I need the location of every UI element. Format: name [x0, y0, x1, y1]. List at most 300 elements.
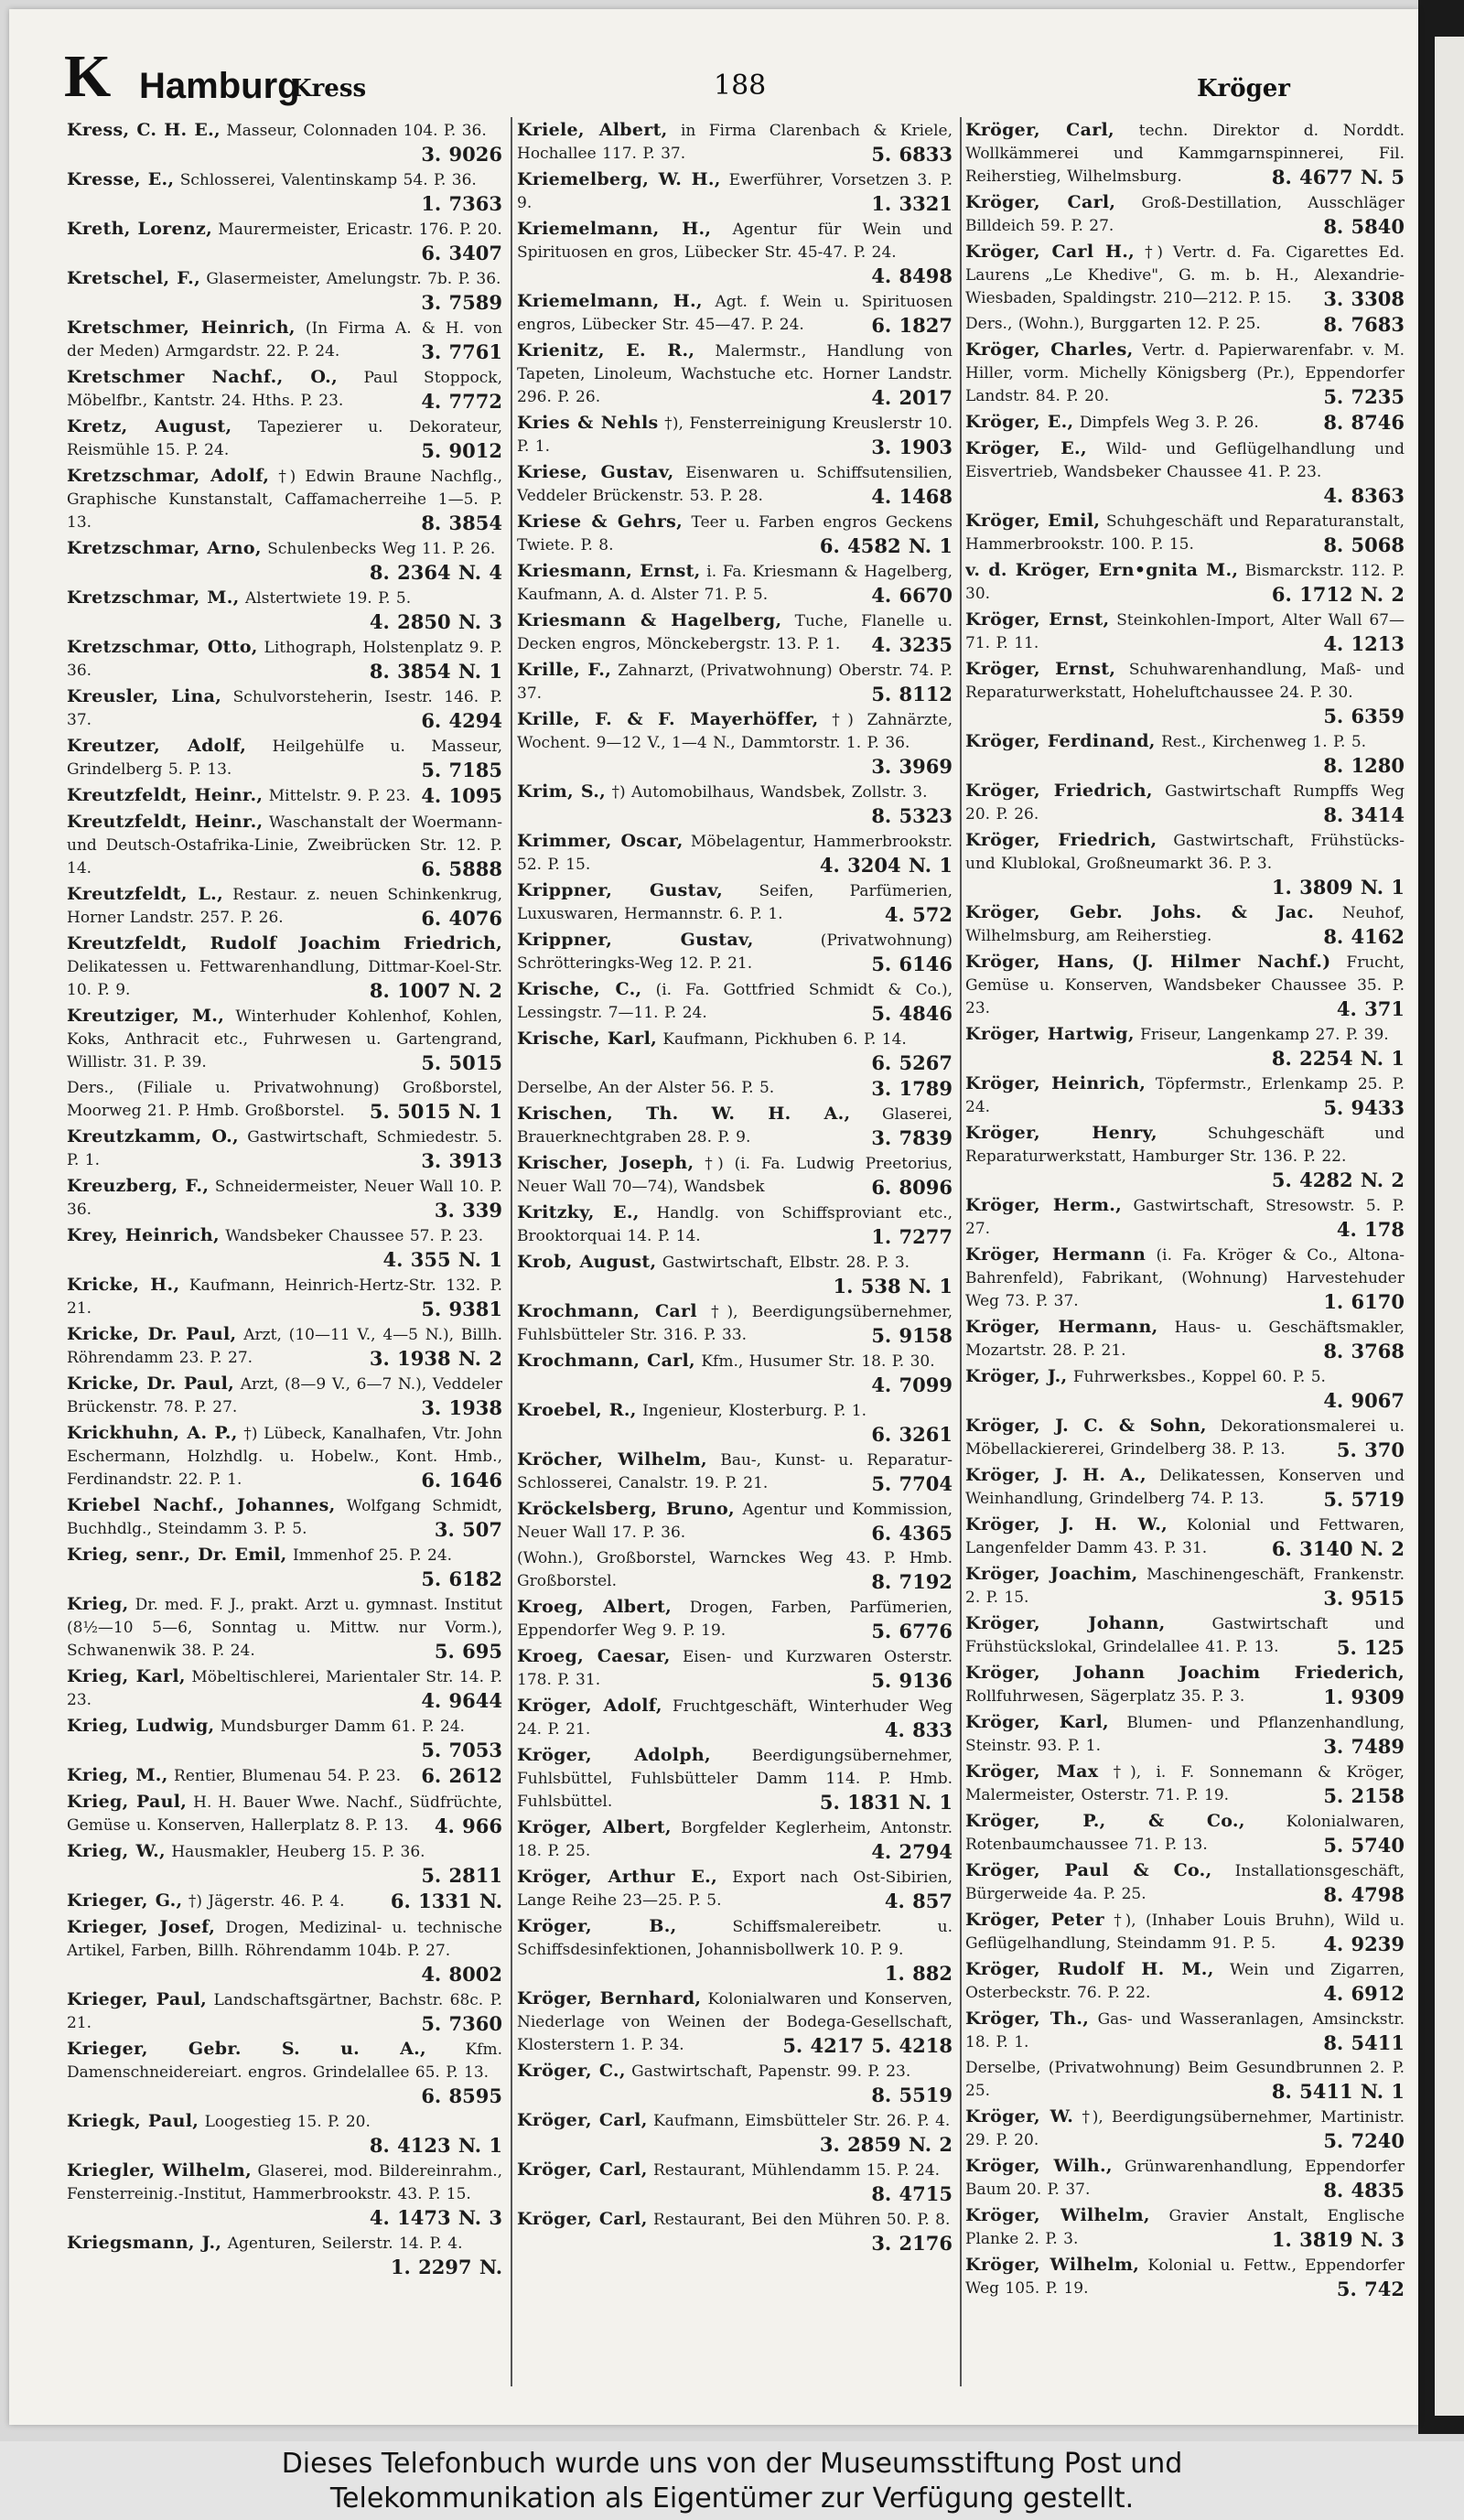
directory-entry — [965, 1612, 1405, 1659]
entry-details: Gastwirtschaft, Schmiedestr. 5. P. 1. — [67, 1128, 502, 1169]
entry-phone-number: 5. 695 — [434, 1640, 502, 1663]
directory-entry — [517, 978, 953, 1025]
entry-name: Kröger, W. — [965, 2106, 1074, 2127]
entry-phone-number: 4. 7099 — [871, 1373, 953, 1396]
entry-details: Installationsgeschäft, Bürgerweide 4a. P. 25. — [965, 1862, 1405, 1903]
entry-name: Krieger, Paul, — [67, 1989, 208, 2009]
entry-phone-number: 8. 2254 N. 1 — [1271, 1047, 1405, 1070]
entry-details: i. Fa. Kriesmann & Hagelberg, Kaufmann, A. d. Alster 71. P. 5. — [517, 563, 953, 604]
entry-name: Kröger, Carl, — [965, 192, 1116, 212]
entry-name: Krochmann, Carl, — [517, 1351, 695, 1371]
directory-entry — [67, 1890, 502, 1913]
directory-entry — [67, 1323, 502, 1370]
directory-entry — [517, 659, 953, 705]
entry-details: †) Edwin Braune Nachflg., Graphische Kunstanstalt, Caffamacherreihe 1—5. P. 13. — [67, 468, 502, 532]
entry-phone-number: 4. 355 N. 1 — [382, 1248, 502, 1271]
entry-phone-number: 5. 4282 N. 2 — [1271, 1168, 1405, 1191]
directory-entry — [517, 1028, 953, 1074]
entry-details: (Wohn.), Großborstel, Warnckes Weg 43. P. Hmb. Großborstel. — [517, 1549, 953, 1590]
entry-details: Wild- und Geflügelhandlung und Eisvertrieb, Wandsbeker Chaussee 41. P. 23. — [965, 440, 1405, 481]
entry-phone-number: 5. 7053 — [421, 1739, 502, 1761]
directory-entry — [67, 685, 502, 732]
entry-details: Masseur, Colonnaden 104. P. 36. — [226, 122, 487, 140]
entry-details: Eisen- und Kurzwaren Osterstr. 178. P. 31. — [517, 1648, 953, 1689]
directory-entry — [517, 1596, 953, 1642]
entry-details: Hausmakler, Heuberg 15. P. 36. — [171, 1843, 425, 1861]
entry-phone-number: 6. 3140 N. 2 — [1271, 1537, 1405, 1560]
directory-entry — [965, 2057, 1405, 2103]
entry-details: (i. Fa. Gottfried Schmidt & Co.), Lessingstr. 7—11. P. 24. — [517, 981, 953, 1022]
entry-name: Kretzschmar, M., — [67, 587, 240, 608]
directory-entry — [517, 1816, 953, 1863]
directory-entry — [517, 560, 953, 607]
entry-name: Kröger, Max — [965, 1761, 1099, 1782]
entry-details: †) Lübeck, Kanalhafen, Vtr. John Eschermann, Holzhdlg. u. Hobelw., Kont. Hmb., Ferdinandstr. 22. P. 1. — [67, 1425, 502, 1489]
entry-name: Kröger, E., — [965, 412, 1074, 432]
entry-phone-number: 3. 507 — [434, 1518, 502, 1541]
directory-entry — [67, 119, 502, 166]
entry-name: Kröckelsberg, Bruno, — [517, 1499, 735, 1519]
entry-phone-number: 8. 5411 — [1323, 2031, 1405, 2054]
entry-details: Kolonialwaren und Konserven, Niederlage von Weinen der Bodega-Gesellschaft, Klosterstern 1. P. 34. — [517, 1990, 953, 2054]
entry-name: Kriemelmann, H., — [517, 219, 712, 239]
entry-details: Gas- und Wasseranlagen, Amsinckstr. 18. P. 1. — [965, 2010, 1405, 2052]
entry-phone-number: 4. 9644 — [421, 1689, 502, 1712]
entry-phone-number: 4. 6670 — [871, 584, 953, 607]
entry-name: Kresse, E., — [67, 169, 175, 189]
entry-phone-number: 4. 857 — [884, 1890, 953, 1912]
entry-phone-number: 4. 3235 — [871, 633, 953, 656]
directory-entry — [67, 415, 502, 462]
entry-details: Gastwirtschaft, Papenstr. 99. P. 23. — [631, 2062, 911, 2081]
entry-details: Möbelagentur, Hammerbrookstr. 52. P. 15. — [517, 833, 953, 874]
directory-entry — [67, 932, 502, 1002]
entry-name: Kröger, Paul & Co., — [965, 1860, 1212, 1880]
directory-entry — [67, 1916, 502, 1986]
directory-entry — [517, 1201, 953, 1248]
directory-entry — [67, 2038, 502, 2107]
entry-details: Glaserei, Brauerknechtgraben 28. P. 9. — [517, 1105, 953, 1147]
directory-entry — [517, 1645, 953, 1692]
entry-details: Fuhrwerksbes., Koppel 60. P. 5. — [1072, 1368, 1326, 1386]
entry-details: †) Jägerstr. 46. P. 4. — [188, 1892, 345, 1911]
entry-details: Eisenwaren u. Schiffsutensilien, Veddeler Brückenstr. 53. P. 28. — [517, 464, 953, 505]
directory-entry — [517, 1987, 953, 2057]
entry-phone-number: 4. 8002 — [421, 1963, 502, 1986]
directory-entry — [965, 2105, 1405, 2152]
entry-name: Kröger, B., — [517, 1916, 677, 1936]
directory-entry — [67, 465, 502, 534]
directory-entry — [517, 1350, 953, 1396]
entry-name: Kröger, Carl H., — [965, 242, 1136, 262]
directory-entry — [965, 1761, 1405, 1807]
entry-details: Schneidermeister, Neuer Wall 10. P. 36. — [67, 1178, 502, 1219]
entry-name: Kreutzer, Adolf, — [67, 736, 247, 756]
entry-details: Wein und Zigarren, Osterbeckstr. 76. P. 22. — [965, 1961, 1405, 2002]
entry-phone-number: 8. 5411 N. 1 — [1271, 2080, 1405, 2103]
entry-name: Kröger, Heinrich, — [965, 1073, 1146, 1093]
entry-phone-number: 5. 8112 — [871, 683, 953, 705]
directory-entry — [965, 1810, 1405, 1857]
entry-phone-number: 5. 5015 — [421, 1051, 502, 1074]
directory-entry — [67, 218, 502, 264]
entry-name: Kröger, Gebr. Johs. & Jac. — [965, 902, 1315, 922]
entry-name: Krey, Heinrich, — [67, 1225, 220, 1245]
directory-entry — [517, 461, 953, 508]
entry-name: Krippner, Gustav, — [517, 880, 724, 900]
entry-phone-number: 6. 1331 N. — [390, 1890, 502, 1912]
entry-name: Kröger, C., — [517, 2061, 626, 2081]
entry-details: Teer u. Farben engros Geckens Twiete. P. 8. — [517, 513, 953, 555]
entry-details: Schuhgeschäft und Reparaturwerkstatt, Hamburger Str. 136. P. 22. — [965, 1125, 1405, 1166]
entry-phone-number: 3. 3308 — [1323, 287, 1405, 310]
entry-name: Kröger, Adolf, — [517, 1696, 662, 1716]
entry-name: Kriesmann & Hagelberg, — [517, 610, 782, 630]
entry-name: Kröger, Friedrich, — [965, 830, 1157, 850]
entry-details: Arzt, (10—11 V., 4—5 N.), Billh. Röhrendamm 23. P. 27. — [67, 1326, 502, 1367]
entry-details: Gastwirtschaft, Frühstücks- und Klublokal, Großneumarkt 36. P. 3. — [965, 832, 1405, 873]
entry-details: Waschanstalt der Woermann- und Deutsch-Ostafrika-Linie, Zweibrücken Str. 12. P. 14. — [67, 813, 502, 878]
entry-phone-number: 5. 6776 — [871, 1620, 953, 1642]
directory-entry — [517, 2060, 953, 2106]
entry-phone-number: 1. 3321 — [871, 192, 953, 215]
entry-phone-number: 5. 2811 — [421, 1864, 502, 1887]
entry-name: Kröger, Emil, — [965, 511, 1101, 531]
entry-phone-number: 8. 4123 N. 1 — [369, 2134, 502, 2157]
entry-details: H. H. Bauer Wwe. Nachf., Südfrüchte, Gemüse u. Konserven, Hallerplatz 8. P. 13. — [67, 1793, 502, 1835]
entry-name: Krieger, Gebr. S. u. A., — [67, 2039, 426, 2059]
directory-entry — [965, 2008, 1405, 2054]
entry-phone-number: 5. 370 — [1336, 1438, 1405, 1461]
entry-phone-number: 1. 538 N. 1 — [833, 1275, 953, 1298]
entry-phone-number: 8. 4798 — [1323, 1883, 1405, 1906]
entry-name: Kress, C. H. E., — [67, 120, 221, 140]
entry-phone-number: 8. 1280 — [1323, 754, 1405, 777]
entry-name: Kreth, Lorenz, — [67, 219, 212, 239]
entry-details: Alstertwiete 19. P. 5. — [245, 589, 412, 608]
entry-details: Gastwirtschaft Rumpffs Weg 20. P. 26. — [965, 782, 1405, 824]
entry-details: Bismarckstr. 112. P. 30. — [965, 562, 1405, 603]
entry-phone-number: 6. 2612 — [421, 1764, 502, 1787]
entry-details: Glasermeister, Amelungstr. 7b. P. 36. — [206, 270, 501, 288]
directory-entry — [965, 1415, 1405, 1461]
entry-name: Kröger, Ernst, — [965, 659, 1116, 679]
directory-entry — [517, 1251, 953, 1298]
entry-name: Kreutziger, M., — [67, 1006, 225, 1026]
directory-entry — [965, 780, 1405, 826]
entry-phone-number: 3. 7761 — [421, 340, 502, 363]
listing-column-1 — [67, 119, 502, 2407]
city-title: Hamburg — [139, 66, 300, 106]
entry-phone-number: 8. 3414 — [1323, 803, 1405, 826]
directory-entry — [517, 781, 953, 827]
entry-phone-number: 1. 6170 — [1323, 1290, 1405, 1313]
entry-name: Kröger, Henry, — [965, 1123, 1157, 1143]
entry-details: Kaufmann, Eimsbütteler Str. 26. P. 4. — [653, 2112, 951, 2130]
entry-phone-number: 8. 2364 N. 4 — [369, 561, 502, 584]
entry-phone-number: 4. 2794 — [871, 1840, 953, 1863]
entry-phone-number: 3. 1903 — [871, 436, 953, 458]
archive-notice-line-2: Telekommunikation als Eigentümer zur Verfügung gestellt. — [329, 2482, 1135, 2515]
entry-name: Kröger, Wilhelm, — [965, 2255, 1140, 2275]
entry-phone-number: 5. 7235 — [1323, 385, 1405, 408]
entry-phone-number: 3. 7839 — [871, 1126, 953, 1149]
entry-name: Kretzschmar, Adolf, — [67, 466, 270, 486]
entry-name: Kriese & Gehrs, — [517, 512, 684, 532]
entry-name: Krickhuhn, A. P., — [67, 1423, 238, 1443]
entry-details: †), Beerdigungsübernehmer, Fuhlsbütteler Str. 316. P. 33. — [517, 1303, 953, 1344]
entry-name: Kroeg, Caesar, — [517, 1646, 671, 1666]
entry-details: Loogestieg 15. P. 20. — [204, 2113, 371, 2131]
entry-name: Kritzky, E., — [517, 1202, 640, 1222]
entry-details: Delikatessen, Konserven und Weinhandlung, Grindelberg 74. P. 13. — [965, 1467, 1405, 1508]
entry-details: Gastwirtschaft, Stresowstr. 5. P. 27. — [965, 1197, 1405, 1238]
entry-details: Landschaftsgärtner, Bachstr. 68c. P. 21. — [67, 1991, 502, 2032]
directory-entry — [965, 1316, 1405, 1362]
entry-name: Kretschmer Nachf., O., — [67, 367, 338, 387]
entry-phone-number: 4. 9067 — [1323, 1389, 1405, 1412]
archive-notice-line-1: Dieses Telefonbuch wurde uns von der Museumsstiftung Post und — [281, 2448, 1183, 2480]
entry-details: Rentier, Blumenau 54. P. 23. — [174, 1767, 401, 1785]
page-header — [64, 43, 1327, 110]
entry-phone-number: 5. 4217 5. 4218 — [782, 2034, 953, 2057]
entry-name: Kreusler, Lina, — [67, 686, 222, 706]
directory-entry — [965, 1365, 1405, 1412]
entry-phone-number: 4. 8498 — [871, 264, 953, 287]
entry-details: Kaufmann, Heinrich-Hertz-Str. 132. P. 21. — [67, 1276, 502, 1318]
entry-name: Kretzschmar, Arno, — [67, 538, 262, 558]
entry-name: Krochmann, Carl — [517, 1301, 697, 1321]
entry-phone-number: 6. 1712 N. 2 — [1271, 583, 1405, 606]
entry-phone-number: 3. 339 — [434, 1199, 502, 1222]
entry-details: Winterhuder Kohlenhof, Kohlen, Koks, Anthracit etc., Fuhrwesen u. Gartengrand, Willistr. 31. P. 39. — [67, 1007, 502, 1072]
directory-entry — [517, 1498, 953, 1545]
entry-phone-number: 5. 7704 — [871, 1472, 953, 1495]
entry-name: Kröger, Herm., — [965, 1195, 1123, 1215]
entry-phone-number: 4. 1213 — [1323, 632, 1405, 655]
directory-entry — [965, 951, 1405, 1020]
entry-name: Kriese, Gustav, — [517, 462, 674, 482]
directory-entry — [517, 511, 953, 557]
entry-details: Tuche, Flanelle u. Decken engros, Mönckebergstr. 13. P. 1. — [517, 612, 953, 653]
directory-entry — [517, 119, 953, 166]
entry-phone-number: 5. 6833 — [871, 143, 953, 166]
directory-entry — [67, 1764, 502, 1788]
directory-entry — [67, 1373, 502, 1419]
entry-name: Kröger, Charles, — [965, 339, 1134, 360]
entry-details: Vertr. d. Papierwarenfabr. v. M. Hiller, vorm. Michelly Königsberg (Pr.), Eppendorfer Landstr. 84. P. 20. — [965, 341, 1405, 405]
entry-phone-number: 5. 7185 — [421, 759, 502, 781]
entry-details: Rest., Kirchenweg 1. P. 5. — [1161, 733, 1367, 751]
entry-phone-number: 5. 6146 — [871, 953, 953, 975]
entry-details: Borgfelder Keglerheim, Antonstr. 18. P. 25. — [517, 1819, 953, 1860]
entry-phone-number: 5. 742 — [1336, 2278, 1405, 2300]
entry-details: in Firma Clarenbach & Kriele, Hochallee 117. P. 37. — [517, 122, 953, 163]
directory-entry — [67, 1593, 502, 1663]
entry-name: Kröger, Hermann — [965, 1244, 1146, 1265]
directory-entry — [517, 1866, 953, 1912]
entry-name: Krim, S., — [517, 781, 607, 802]
entry-phone-number: 4. 7772 — [421, 390, 502, 413]
entry-name: Kretschel, F., — [67, 268, 201, 288]
entry-phone-number: 5. 5719 — [1323, 1488, 1405, 1511]
entry-details: Lithograph, Holstenplatz 9. P. 36. — [67, 639, 502, 680]
entry-name: Krieg, — [67, 1594, 129, 1614]
entry-details: Frucht, Gemüse u. Konserven, Wandsbeker Chaussee 35. P. 23. — [965, 953, 1405, 1018]
entry-details: Blumen- und Pflanzenhandlung, Steinstr. 93. P. 1. — [965, 1714, 1405, 1755]
entry-details: Handlg. von Schiffsproviant etc., Brooktorquai 14. P. 14. — [517, 1204, 953, 1245]
directory-entry — [67, 735, 502, 781]
entry-name: Kröger, Arthur E., — [517, 1867, 718, 1887]
entry-details: (Privatwohnung) Schrötteringks-Weg 12. P. 21. — [517, 932, 953, 973]
entry-phone-number: 8. 4162 — [1323, 925, 1405, 948]
directory-entry — [517, 412, 953, 458]
entry-details: †) Vertr. d. Fa. Cigarettes Ed. Laurens „Le Khedive", G. m. b. H., Alexandrie-Wiesbaden, Spaldingstr. 210—212. P. 15. — [965, 243, 1405, 307]
entry-phone-number: 1. 2297 N. — [390, 2256, 502, 2278]
entry-name: Kröger, Th., — [965, 2008, 1090, 2029]
entry-name: Kröger, Wilhelm, — [965, 2205, 1150, 2225]
directory-entry — [965, 1859, 1405, 1906]
directory-entry — [517, 1448, 953, 1495]
entry-name: Kriemelmann, H., — [517, 291, 703, 311]
directory-entry — [965, 901, 1405, 948]
entry-phone-number: 5. 125 — [1336, 1636, 1405, 1659]
entry-name: Kröger, Adolph, — [517, 1745, 711, 1765]
entry-name: Kröger, E., — [965, 438, 1087, 458]
entry-details: Restaur. z. neuen Schinkenkrug, Horner Landstr. 257. P. 26. — [67, 886, 502, 927]
entry-details: Schuhgeschäft und Reparaturanstalt, Hammerbrookstr. 100. P. 15. — [965, 512, 1405, 554]
entry-details: Möbeltischlerei, Marientaler Str. 14. P. 23. — [67, 1668, 502, 1709]
entry-phone-number: 5. 4846 — [871, 1002, 953, 1025]
entry-name: Krischer, Joseph, — [517, 1153, 694, 1173]
entry-details: Export nach Ost-Sibirien, Lange Reihe 23—25. P. 5. — [517, 1868, 953, 1910]
entry-phone-number: 8. 8746 — [1323, 411, 1405, 434]
entry-phone-number: 1. 7277 — [871, 1225, 953, 1248]
entry-phone-number: 6. 8096 — [871, 1176, 953, 1199]
entry-details: (i. Fa. Kröger & Co., Altona-Bahrenfeld), Fabrikant, (Wohnung) Harvestehuder Weg 73. P. 37. — [965, 1246, 1405, 1310]
directory-entry — [965, 2204, 1405, 2251]
entry-details: Töpfermstr., Erlenkamp 25. P. 24. — [965, 1075, 1405, 1116]
entry-details: Schlosserei, Valentinskamp 54. P. 36. — [179, 171, 477, 189]
entry-details: Drogen, Medizinal- u. technische Artikel, Farben, Billh. Röhrendamm 104b. P. 27. — [67, 1919, 502, 1960]
entry-name: Krieg, Karl, — [67, 1666, 186, 1686]
entry-details: Grünwarenhandlung, Eppendorfer Baum 20. P. 37. — [965, 2158, 1405, 2199]
entry-name: Kretschmer, Heinrich, — [67, 318, 296, 338]
entry-phone-number: 6. 8595 — [421, 2084, 502, 2107]
entry-name: Kreutzfeldt, Rudolf Joachim Friedrich, — [67, 933, 502, 953]
entry-name: Kretzschmar, Otto, — [67, 637, 258, 657]
entry-name: Kricke, H., — [67, 1275, 180, 1295]
entry-phone-number: 5. 7360 — [421, 2012, 502, 2035]
entry-phone-number: 4. 8363 — [1323, 484, 1405, 507]
directory-entry — [517, 708, 953, 778]
directory-entry — [67, 587, 502, 633]
entry-name: Krieg, Paul, — [67, 1792, 188, 1812]
directory-entry — [965, 1464, 1405, 1511]
entry-details: Glaserei, mod. Bildereinrahm., Fensterreinig.-Institut, Hammerbrookstr. 43. P. 15. — [67, 2162, 502, 2203]
entry-phone-number: 8. 3768 — [1323, 1340, 1405, 1362]
directory-entry — [965, 608, 1405, 655]
entry-name: Kricke, Dr. Paul, — [67, 1324, 237, 1344]
entry-phone-number: 4. 833 — [884, 1718, 953, 1741]
entry-name: Kröger, Friedrich, — [965, 781, 1153, 801]
entry-details: Restaurant, Mühlendamm 15. P. 24. — [653, 2161, 941, 2180]
entry-name: Kroeg, Albert, — [517, 1597, 673, 1617]
directory-entry — [67, 267, 502, 314]
directory-entry — [67, 168, 502, 215]
entry-details: Beerdigungsübernehmer, Fuhlsbüttel, Fuhlsbütteler Damm 114. P. Hmb. Fuhlsbüttel. — [517, 1747, 953, 1811]
directory-entry — [67, 1494, 502, 1541]
entry-phone-number: 3. 1938 N. 2 — [369, 1347, 502, 1370]
entry-details: (In Firma A. & H. von der Meden) Armgardstr. 22. P. 24. — [67, 319, 502, 361]
entry-details: Delikatessen u. Fettwarenhandlung, Dittmar-Koel-Str. 10. P. 9. — [67, 958, 502, 999]
column-divider — [960, 117, 962, 2386]
entry-details: Gastwirtschaft und Frühstückslokal, Grindelallee 41. P. 13. — [965, 1615, 1405, 1656]
entry-phone-number: 4. 572 — [884, 903, 953, 926]
entry-phone-number: 5. 6359 — [1323, 705, 1405, 727]
directory-entry — [67, 317, 502, 363]
entry-details: Tapezierer u. Dekorateur, Reismühle 15. P. 24. — [67, 418, 502, 459]
entry-details: Zahnarzt, (Privatwohnung) Oberstr. 74. P. 37. — [517, 662, 953, 703]
entry-details: Drogen, Farben, Parfümerien, Eppendorfer Weg 9. P. 19. — [517, 1599, 953, 1640]
entry-name: Krieg, Ludwig, — [67, 1716, 215, 1736]
entry-phone-number: 3. 9026 — [421, 143, 502, 166]
entry-phone-number: 8. 4715 — [871, 2182, 953, 2205]
entry-details: Malermstr., Handlung von Tapeten, Linoleum, Wachstuche etc. Horner Landstr. 296. P. 26. — [517, 342, 953, 406]
directory-entry — [67, 1988, 502, 2035]
entry-details: Paul Stoppock, Möbelfbr., Kantstr. 24. Hths. P. 23. — [67, 369, 502, 410]
entry-details: Groß-Destillation, Ausschläger Billdeich 59. P. 27. — [965, 194, 1405, 235]
entry-name: Kriebel Nachf., Johannes, — [67, 1495, 336, 1515]
entry-phone-number: 1. 3819 N. 3 — [1271, 2228, 1405, 2251]
entry-details: Agentur und Kommission, Neuer Wall 17. P. 36. — [517, 1501, 953, 1542]
directory-entry — [67, 366, 502, 413]
entry-details: Schuhwarenhandlung, Maß- und Reparaturwerkstatt, Hoheluftchaussee 24. P. 30. — [965, 661, 1405, 702]
entry-name: Kreutzfeldt, L., — [67, 884, 224, 904]
entry-phone-number: 6. 4365 — [871, 1522, 953, 1545]
entry-details: Ders., (Wohn.), Burggarten 12. P. 25. — [965, 315, 1261, 333]
directory-entry — [67, 1125, 502, 1172]
entry-name: Kröger, Wilh., — [965, 2156, 1113, 2176]
directory-entry — [965, 2254, 1405, 2300]
entry-name: Kroebel, R., — [517, 1400, 637, 1420]
directory-entry — [67, 537, 502, 584]
entry-details: †) (i. Fa. Ludwig Preetorius, Neuer Wall 70—74), Wandsbek — [517, 1155, 953, 1196]
directory-entry — [965, 119, 1405, 188]
directory-entry — [517, 929, 953, 975]
entry-phone-number: 5. 7240 — [1323, 2129, 1405, 2152]
directory-entry — [965, 241, 1405, 310]
entry-details: Seifen, Parfümerien, Luxuswaren, Hermannstr. 6. P. 1. — [517, 882, 953, 923]
entry-phone-number: 4. 1468 — [871, 485, 953, 508]
entry-name: Kröger, Hans, (J. Hilmer Nachf.) — [965, 952, 1331, 972]
column-divider — [511, 117, 512, 2386]
entry-name: Krieg, M., — [67, 1765, 168, 1785]
entry-name: Kröger, Hartwig, — [965, 1024, 1135, 1044]
entry-details: Gastwirtschaft, Elbstr. 28. P. 3. — [662, 1254, 910, 1272]
entry-name: Kröger, Carl, — [517, 2159, 648, 2180]
entry-name: Kröger, J. H. W., — [965, 1514, 1168, 1535]
entry-phone-number: 6. 3261 — [871, 1423, 953, 1446]
entry-phone-number: 3. 2176 — [871, 2232, 953, 2255]
entry-name: Kröger, Ferdinand, — [965, 731, 1156, 751]
entry-name: Kröger, Rudolf H. M., — [965, 1959, 1214, 1979]
entry-name: Kröger, Hermann, — [965, 1317, 1158, 1337]
directory-entry — [517, 1077, 953, 1100]
entry-phone-number: 1. 882 — [884, 1962, 953, 1985]
directory-entry — [67, 1665, 502, 1712]
entry-name: Kröger, Peter — [965, 1910, 1104, 1930]
